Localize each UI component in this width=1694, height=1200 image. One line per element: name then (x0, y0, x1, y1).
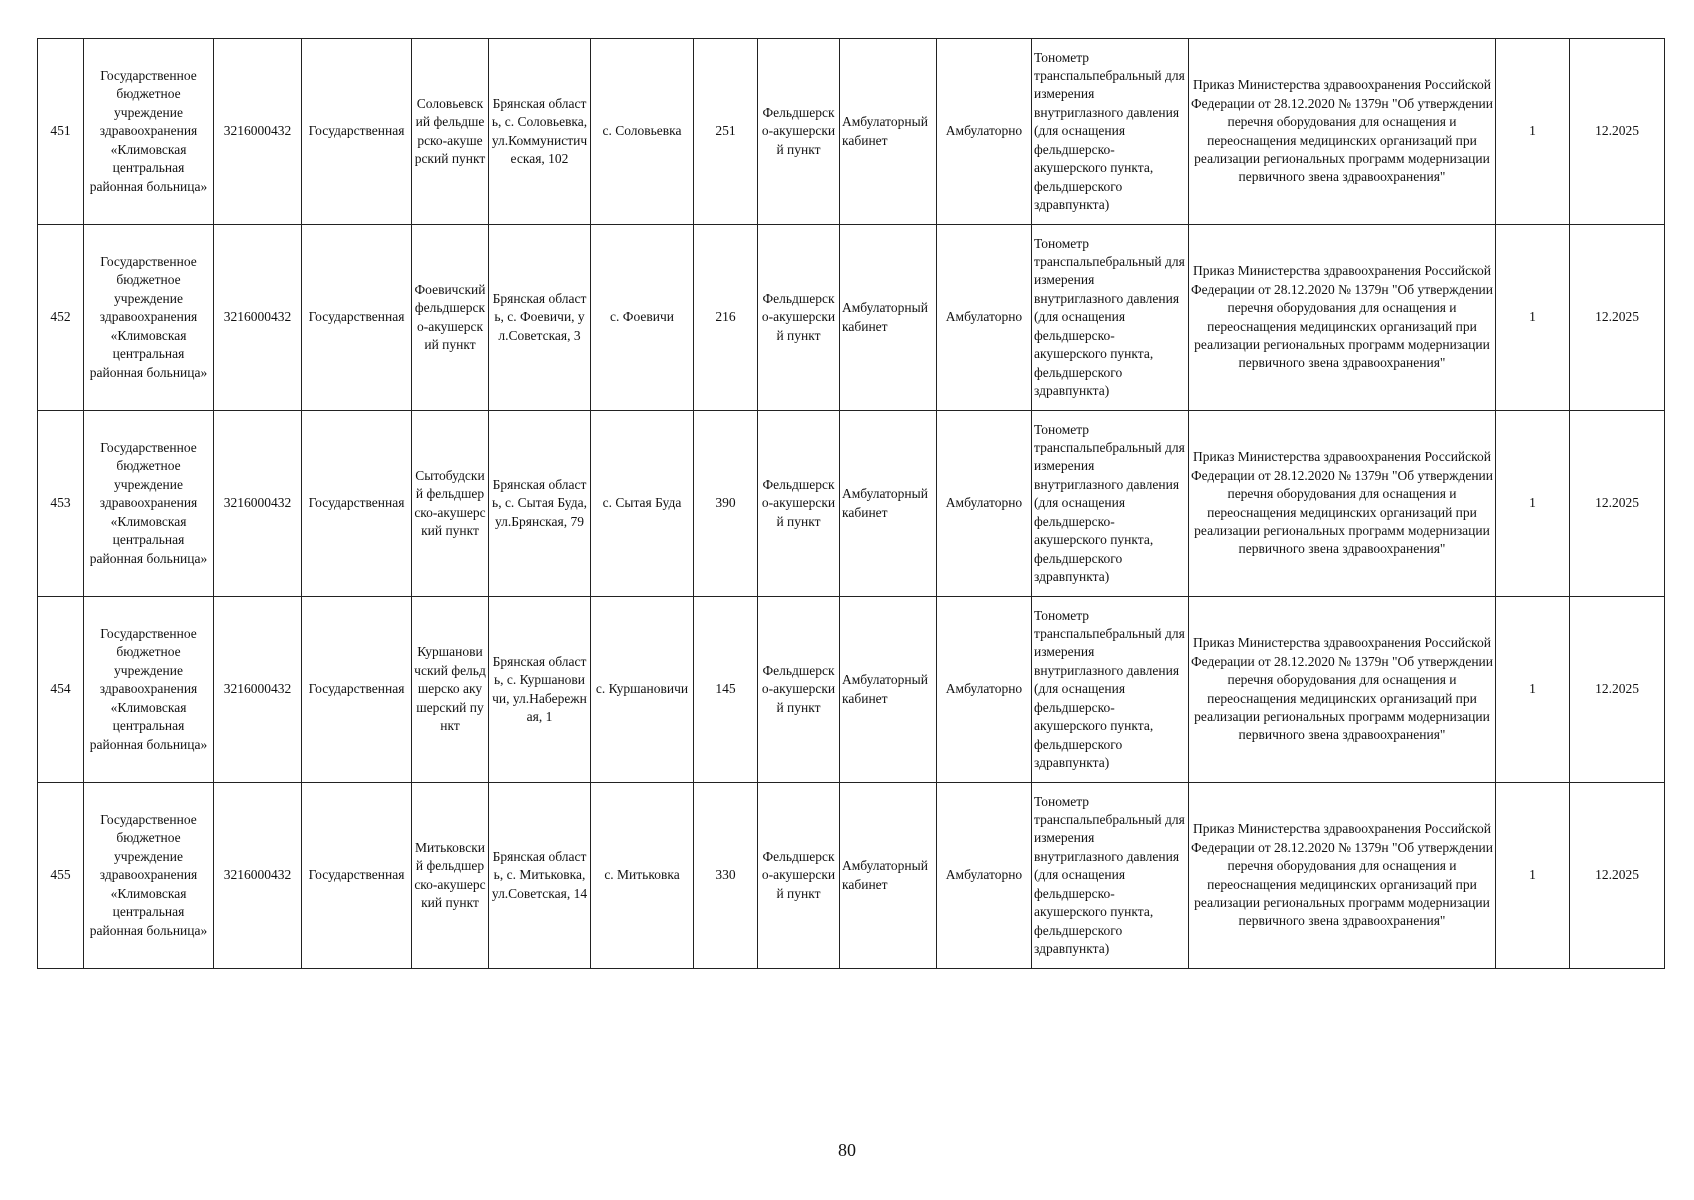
order-cell: Приказ Министерства здравоохранения Российской Федерации от 28.12.2020 № 1379н "Об утверждении перечня оборудования для оснащения и переоснащения медицинских организаций при реализации региональных программ модернизации первичного звена здравоохранения" (1189, 597, 1496, 783)
population-cell: 251 (694, 39, 758, 225)
equipment-cell: Тонометр транспальпебральный для измерения внутриглазного давления (для оснащения фельдшерско-акушерского пункта, фельдшерского здравпункта) (1032, 783, 1189, 969)
population-cell: 145 (694, 597, 758, 783)
order-cell: Приказ Министерства здравоохранения Российской Федерации от 28.12.2020 № 1379н "Об утверждении перечня оборудования для оснащения и переоснащения медицинских организаций при реализации региональных программ модернизации первичного звена здравоохранения" (1189, 783, 1496, 969)
row-number-cell: 451 (38, 39, 84, 225)
quantity-cell: 1 (1496, 411, 1570, 597)
institution-cell: Государственное бюджетное учреждение здравоохранения «Климовская центральная районная больница» (84, 783, 214, 969)
equipment-cell: Тонометр транспальпебральный для измерения внутриглазного давления (для оснащения фельдшерско-акушерского пункта, фельдшерского здравпункта) (1032, 597, 1189, 783)
inn-cell: 3216000432 (214, 597, 302, 783)
department-cell: Амбулаторный кабинет (840, 411, 937, 597)
ownership-cell: Государственная (302, 39, 412, 225)
table-row (38, 225, 1665, 411)
address-cell: Брянская область, с. Сытая Буда, ул.Брянская, 79 (489, 411, 591, 597)
row-number-cell: 453 (38, 411, 84, 597)
unit-cell: Митьковский фельдшерско-акушерский пункт (412, 783, 489, 969)
facility-type-cell: Фельдшерско-акушерский пункт (758, 411, 840, 597)
address-cell: Брянская область, с. Митьковка, ул.Советская, 14 (489, 783, 591, 969)
facility-type-cell: Фельдшерско-акушерский пункт (758, 39, 840, 225)
table-row (38, 39, 1665, 225)
locality-cell: с. Митьковка (591, 783, 694, 969)
address-cell: Брянская область, с. Фоевичи, ул.Советская, 3 (489, 225, 591, 411)
department-cell: Амбулаторный кабинет (840, 225, 937, 411)
table-row (38, 597, 1665, 783)
address-cell: Брянская область, с. Соловьевка, ул.Коммунистическая, 102 (489, 39, 591, 225)
facility-type-cell: Фельдшерско-акушерский пункт (758, 597, 840, 783)
care-condition-cell: Амбулаторно (937, 411, 1032, 597)
date-cell: 12.2025 (1570, 225, 1665, 411)
quantity-cell: 1 (1496, 225, 1570, 411)
department-cell: Амбулаторный кабинет (840, 39, 937, 225)
date-cell: 12.2025 (1570, 39, 1665, 225)
locality-cell: с. Фоевичи (591, 225, 694, 411)
inn-cell: 3216000432 (214, 39, 302, 225)
quantity-cell: 1 (1496, 783, 1570, 969)
equipment-cell: Тонометр транспальпебральный для измерения внутриглазного давления (для оснащения фельдшерско-акушерского пункта, фельдшерского здравпункта) (1032, 39, 1189, 225)
locality-cell: с. Соловьевка (591, 39, 694, 225)
row-number-cell: 454 (38, 597, 84, 783)
document-sheet (37, 38, 1664, 1028)
inn-cell: 3216000432 (214, 783, 302, 969)
care-condition-cell: Амбулаторно (937, 39, 1032, 225)
locality-cell: с. Куршановичи (591, 597, 694, 783)
address-cell: Брянская область, с. Куршановичи, ул.Набережная, 1 (489, 597, 591, 783)
row-number-cell: 455 (38, 783, 84, 969)
date-cell: 12.2025 (1570, 597, 1665, 783)
order-cell: Приказ Министерства здравоохранения Российской Федерации от 28.12.2020 № 1379н "Об утверждении перечня оборудования для оснащения и переоснащения медицинских организаций при реализации региональных программ модернизации первичного звена здравоохранения" (1189, 39, 1496, 225)
date-cell: 12.2025 (1570, 783, 1665, 969)
quantity-cell: 1 (1496, 597, 1570, 783)
department-cell: Амбулаторный кабинет (840, 597, 937, 783)
row-number-cell: 452 (38, 225, 84, 411)
institution-cell: Государственное бюджетное учреждение здравоохранения «Климовская центральная районная больница» (84, 39, 214, 225)
locality-cell: с. Сытая Буда (591, 411, 694, 597)
ownership-cell: Государственная (302, 225, 412, 411)
table-row (38, 783, 1665, 969)
date-cell: 12.2025 (1570, 411, 1665, 597)
ownership-cell: Государственная (302, 597, 412, 783)
registry-body (38, 39, 1665, 969)
care-condition-cell: Амбулаторно (937, 783, 1032, 969)
facility-type-cell: Фельдшерско-акушерский пункт (758, 783, 840, 969)
institution-cell: Государственное бюджетное учреждение здравоохранения «Климовская центральная районная больница» (84, 597, 214, 783)
quantity-cell: 1 (1496, 39, 1570, 225)
population-cell: 390 (694, 411, 758, 597)
inn-cell: 3216000432 (214, 411, 302, 597)
ownership-cell: Государственная (302, 783, 412, 969)
inn-cell: 3216000432 (214, 225, 302, 411)
unit-cell: Куршановичский фельдшерско акушерский пункт (412, 597, 489, 783)
unit-cell: Сытобудский фельдшерско-акушерский пункт (412, 411, 489, 597)
table-row (38, 411, 1665, 597)
institution-cell: Государственное бюджетное учреждение здравоохранения «Климовская центральная районная больница» (84, 225, 214, 411)
care-condition-cell: Амбулаторно (937, 597, 1032, 783)
equipment-cell: Тонометр транспальпебральный для измерения внутриглазного давления (для оснащения фельдшерско-акушерского пункта, фельдшерского здравпункта) (1032, 225, 1189, 411)
equipment-cell: Тонометр транспальпебральный для измерения внутриглазного давления (для оснащения фельдшерско-акушерского пункта, фельдшерского здравпункта) (1032, 411, 1189, 597)
order-cell: Приказ Министерства здравоохранения Российской Федерации от 28.12.2020 № 1379н "Об утверждении перечня оборудования для оснащения и переоснащения медицинских организаций при реализации региональных программ модернизации первичного звена здравоохранения" (1189, 411, 1496, 597)
department-cell: Амбулаторный кабинет (840, 783, 937, 969)
unit-cell: Соловьевский фельдшерско-акушерский пункт (412, 39, 489, 225)
order-cell: Приказ Министерства здравоохранения Российской Федерации от 28.12.2020 № 1379н "Об утверждении перечня оборудования для оснащения и переоснащения медицинских организаций при реализации региональных программ модернизации первичного звена здравоохранения" (1189, 225, 1496, 411)
population-cell: 216 (694, 225, 758, 411)
page-number: 80 (838, 1140, 856, 1160)
care-condition-cell: Амбулаторно (937, 225, 1032, 411)
population-cell: 330 (694, 783, 758, 969)
facility-type-cell: Фельдшерско-акушерский пункт (758, 225, 840, 411)
ownership-cell: Государственная (302, 411, 412, 597)
equipment-registry-table (37, 38, 1665, 969)
unit-cell: Фоевичский фельдшерско-акушерский пункт (412, 225, 489, 411)
institution-cell: Государственное бюджетное учреждение здравоохранения «Климовская центральная районная больница» (84, 411, 214, 597)
